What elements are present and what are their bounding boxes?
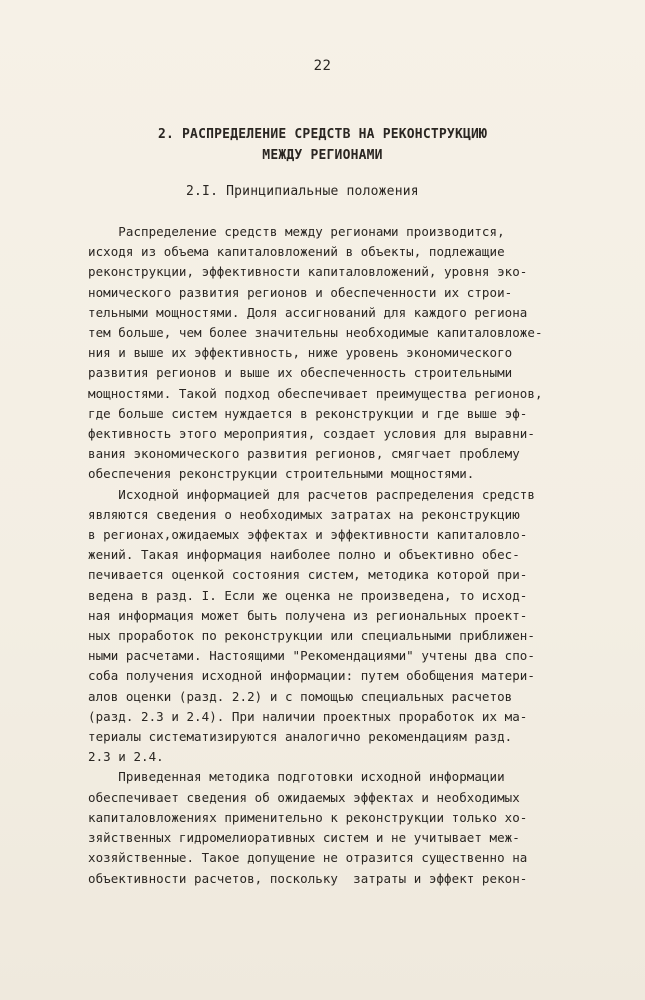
text-line: (разд. 2.3 и 2.4). При наличии проектных проработок их ма- bbox=[88, 708, 528, 724]
text-line: являются сведения о необходимых затратах на реконструкцию bbox=[88, 506, 520, 522]
text-line: териалы систематизируются аналогично рекомендациям разд. bbox=[88, 729, 513, 745]
text-line: соба получения исходной информации: путем обобщения матери- bbox=[88, 668, 535, 684]
text-line: в регионах,ожидаемых эффектах и эффективности капиталовло- bbox=[88, 527, 528, 543]
text-line: тем больше, чем более значительны необходимые капиталовложе- bbox=[88, 325, 543, 341]
text-line: капиталовложениях применительно к реконструкции только хо- bbox=[88, 809, 528, 825]
text-line: зяйственных гидромелиоративных систем и не учитывает меж- bbox=[88, 830, 520, 846]
text-line: реконструкции, эффективности капиталовложений, уровня эко- bbox=[88, 264, 528, 280]
text-line: ная информация может быть получена из региональных проект- bbox=[88, 607, 528, 623]
text-line: объективности расчетов, поскольку затраты и эффект рекон- bbox=[88, 870, 528, 886]
page-number: 22 bbox=[313, 58, 332, 74]
subsection-title: 2.I. Принципиальные положения bbox=[186, 184, 419, 199]
text-line: фективность этого мероприятия, создает условия для выравни- bbox=[88, 426, 535, 442]
text-line: хозяйственные. Такое допущение не отразится существенно на bbox=[88, 850, 528, 866]
text-line: Приведенная методика подготовки исходной информации bbox=[88, 769, 505, 785]
text-line: ведена в разд. I. Если же оценка не произведена, то исход- bbox=[88, 587, 528, 603]
text-line: развития регионов и выше их обеспеченность строительными bbox=[88, 365, 513, 381]
text-line: 2.3 и 2.4. bbox=[88, 749, 164, 765]
section-title-line: МЕЖДУ РЕГИОНАМИ bbox=[262, 148, 383, 163]
text-line: мощностями. Такой подход обеспечивает преимущества регионов, bbox=[88, 385, 543, 401]
body-text bbox=[88, 222, 608, 889]
text-line: Распределение средств между регионами производится, bbox=[88, 224, 505, 239]
section-title bbox=[0, 124, 645, 166]
section-title-line: 2. РАСПРЕДЕЛЕНИЕ СРЕДСТВ НА РЕКОНСТРУКЦИЮ bbox=[157, 127, 488, 142]
text-line: где больше систем нуждается в реконструкции и где выше эф- bbox=[88, 405, 528, 421]
text-line: жений. Такая информация наиболее полно и объективно обес- bbox=[88, 547, 520, 563]
text-line: алов оценки (разд. 2.2) и с помощью специальных расчетов bbox=[88, 688, 513, 704]
text-line: обеспечения реконструкции строительными мощностями. bbox=[88, 466, 475, 482]
text-line: тельными мощностями. Доля ассигнований для каждого региона bbox=[88, 304, 528, 320]
text-line: ния и выше их эффективность, ниже уровень экономического bbox=[88, 345, 513, 361]
text-line: печивается оценкой состояния систем, методика которой при- bbox=[88, 567, 528, 583]
text-line: вания экономического развития регионов, смягчает проблему bbox=[88, 446, 520, 462]
text-line: обеспечивает сведения об ожидаемых эффектах и необходимых bbox=[88, 789, 520, 805]
text-line: ными расчетами. Настоящими "Рекомендациями" учтены два спо- bbox=[88, 648, 535, 664]
text-line: исходя из объема капиталовложений в объекты, подлежащие bbox=[88, 244, 505, 260]
text-line: Исходной информацией для расчетов распределения средств bbox=[88, 486, 535, 502]
text-line: ных проработок по реконструкции или специальными приближен- bbox=[88, 628, 535, 644]
text-line: номического развития регионов и обеспеченности их строи- bbox=[88, 284, 513, 300]
